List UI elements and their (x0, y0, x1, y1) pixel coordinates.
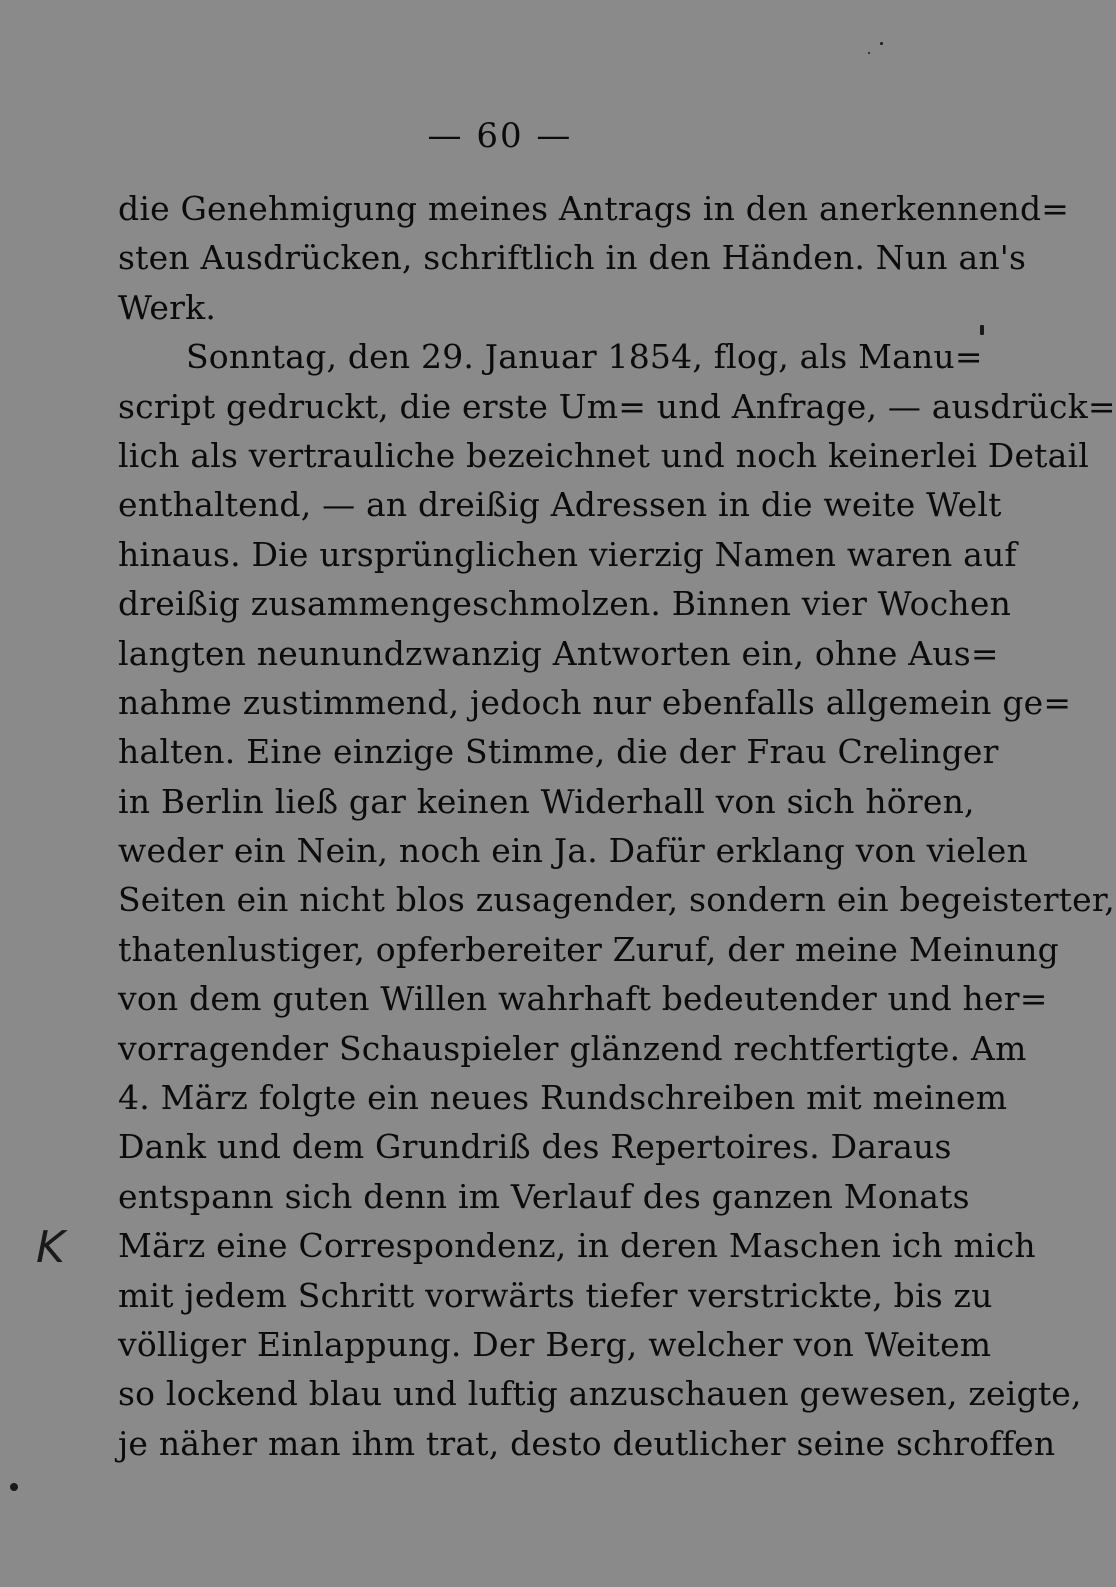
text-line-18: vorragender Schauspieler glänzend rechtfertigte. Am (118, 1028, 1027, 1068)
text-line-15: Seiten ein nicht blos zusagender, sondern ein begeisterter, (118, 880, 1115, 920)
text-line-26: je näher man ihm trat, desto deutlicher seine schroffen (118, 1423, 1056, 1463)
scan-speck (10, 1483, 18, 1491)
text-line-24: völliger Einlappung. Der Berg, welcher von Weitem (118, 1324, 992, 1364)
text-line-22: März eine Correspondenz, in deren Maschen ich mich (118, 1226, 1036, 1266)
text-line-25: so lockend blau und luftig anzuschauen gewesen, zeigte, (118, 1374, 1082, 1414)
text-line-10: langten neunundzwanzig Antworten ein, ohne Aus= (118, 633, 999, 673)
text-line-9: dreißig zusammengeschmolzen. Binnen vier Wochen (118, 584, 1012, 624)
text-line-19: 4. März folgte ein neues Rundschreiben mit meinem (118, 1078, 1008, 1118)
body-text (118, 184, 1116, 1468)
text-line-1: die Genehmigung meines Antrags in den anerkennend= (118, 189, 1070, 228)
text-line-5: script gedruckt, die erste Um= und Anfrage, — ausdrück= (118, 386, 1116, 426)
scan-speck (980, 325, 984, 335)
text-line-11: nahme zustimmend, jedoch nur ebenfalls allgemein ge= (118, 682, 1072, 722)
page-number-header: — 60 — (427, 116, 573, 156)
scan-speck (880, 42, 883, 45)
text-line-20: Dank und dem Grundriß des Repertoires. Daraus (118, 1127, 952, 1167)
text-line-2: sten Ausdrücken, schriftlich in den Händen. Nun an's (118, 238, 1027, 278)
text-line-6: lich als vertrauliche bezeichnet und noch keinerlei Detail (118, 435, 1090, 475)
text-line-21: entspann sich denn im Verlauf des ganzen Monats (118, 1176, 970, 1216)
text-line-4: Sonntag, den 29. Januar 1854, flog, als Manu= (186, 337, 983, 377)
scan-speck (868, 52, 870, 54)
text-line-14: weder ein Nein, noch ein Ja. Dafür erklang von vielen (118, 831, 1028, 871)
text-line-23: mit jedem Schritt vorwärts tiefer verstrickte, bis zu (118, 1275, 993, 1315)
text-line-13: in Berlin ließ gar keinen Widerhall von sich hören, (118, 781, 975, 821)
text-line-8: hinaus. Die ursprünglichen vierzig Namen waren auf (118, 534, 1017, 574)
text-line-17: von dem guten Willen wahrhaft bedeutender und her= (118, 979, 1048, 1019)
text-line-12: halten. Eine einzige Stimme, die der Frau Crelinger (118, 732, 999, 772)
text-line-3: Werk. (118, 287, 217, 327)
text-line-16: thatenlustiger, opferbereiter Zuruf, der meine Meinung (118, 929, 1060, 969)
text-line-7: enthaltend, — an dreißig Adressen in die weite Welt (118, 485, 1002, 525)
margin-pencil-mark: K (36, 1222, 65, 1273)
